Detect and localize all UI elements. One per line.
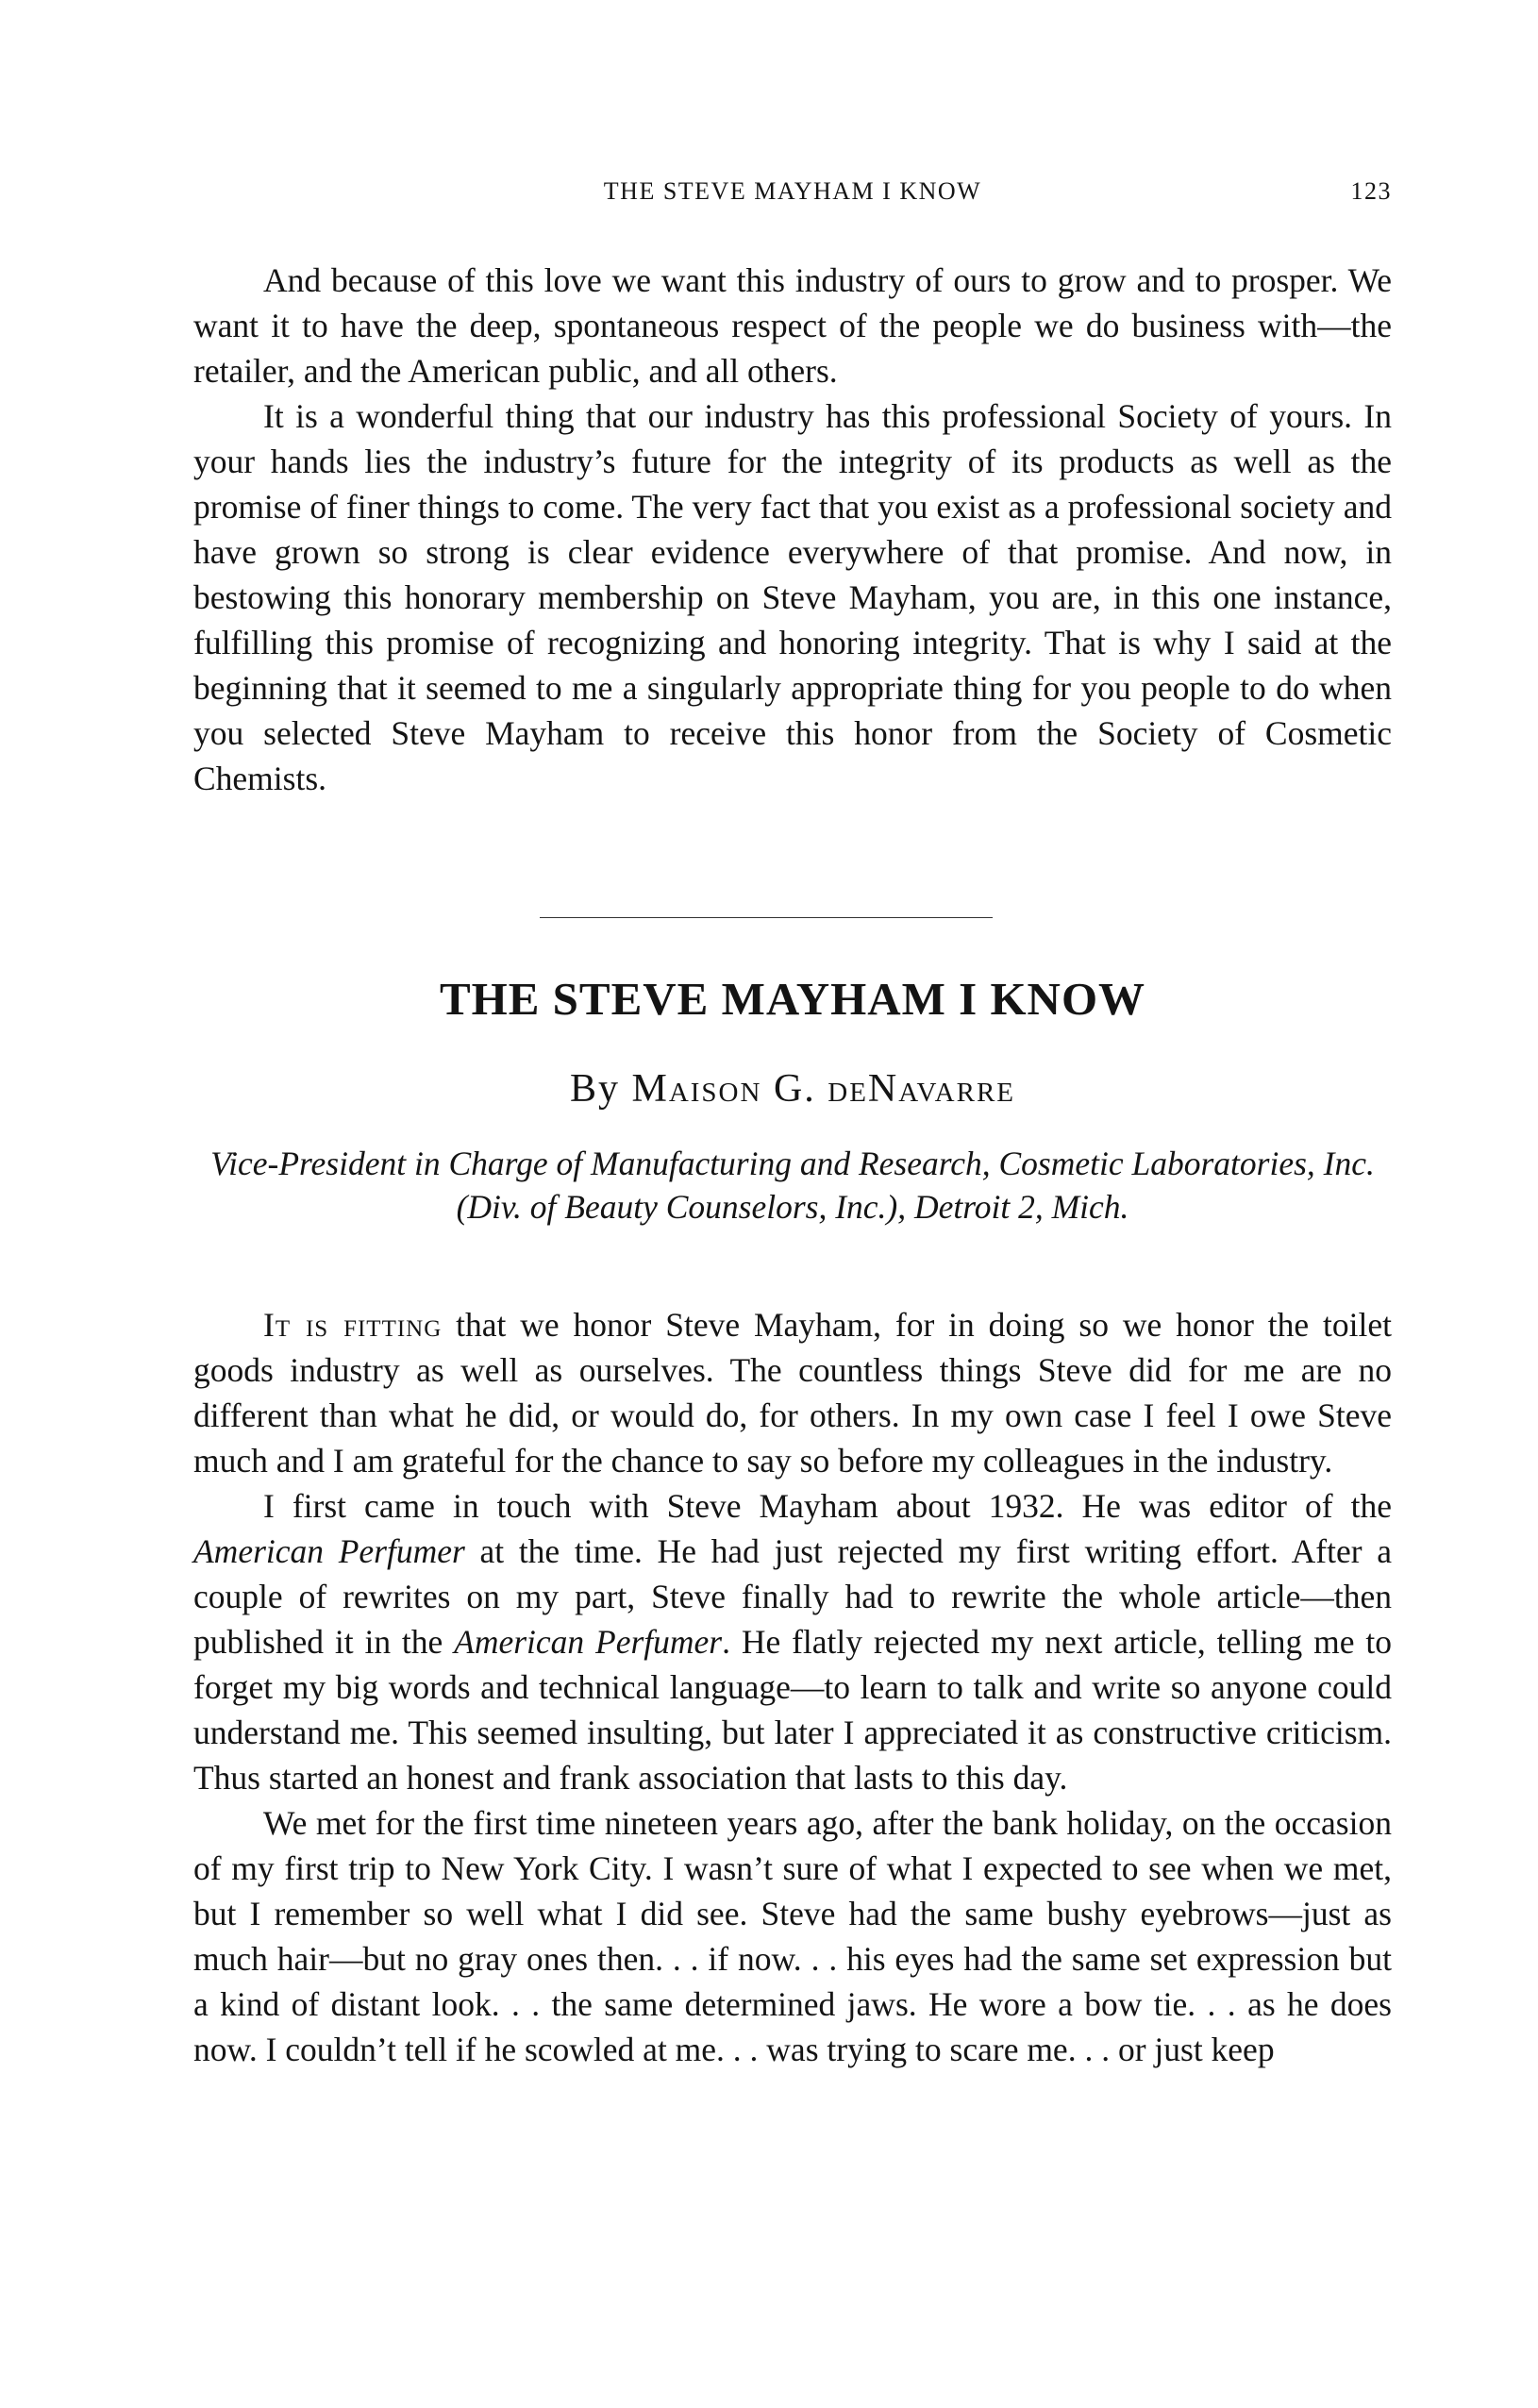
byline-prefix: By: [569, 1067, 620, 1111]
running-title: THE STEVE MAYHAM I KNOW: [603, 177, 982, 205]
paragraph: It is fitting that we honor Steve Mayham, for in doing so we honor the toilet goods industry as well as ourselves. The countless things Steve did for me are no different than what he did, or would do, for others. In my own case I feel I owe Steve much and I am grateful for the chance to say so before my colleagues in the industry.: [193, 1306, 1392, 1480]
publication-title: American Perfumer: [454, 1623, 723, 1661]
publication-title: American Perfumer: [193, 1532, 465, 1570]
article-body: [193, 1302, 1392, 2072]
section-divider: [540, 917, 993, 918]
continued-text: [193, 258, 1392, 801]
paragraph: I first came in touch with Steve Mayham about 1932. He was editor of the American Perfumer at the time. He had just rejected my first writing effort. After a couple of rewrites on my part, Steve finally had to rewrite the whole article—then published it in the American Perfumer. He flatly rejected my next article, telling me to forget my big words and technical language—to learn to talk and write so anyone could understand me. This seemed insulting, but later I appreciated it as constructive criticism. Thus started an honest and frank association that lasts to this day.: [193, 1487, 1392, 1797]
author-affiliation: Vice-President in Charge of Manufacturing and Research, Cosmetic Laboratories, Inc. (Div. of Beauty Counselors, Inc.), Detroit 2, Mich.: [210, 1145, 1375, 1226]
running-head: [193, 177, 1392, 215]
author-name: Maison G. deNavarre: [631, 1067, 1016, 1111]
lead-in: It is fitting: [263, 1306, 443, 1344]
article-title: THE STEVE MAYHAM I KNOW: [439, 973, 1146, 1025]
paragraph: It is a wonderful thing that our industry has this professional Society of yours. In your hands lies the industry’s future for the integrity of its products as well as the promise of finer things to come. The very fact that you exist as a professional society and have grown so strong is clear evidence everywhere of that promise. And now, in bestowing this honorary membership on Steve Mayham, you are, in this one instance, fulfilling this promise of recognizing and honoring integrity. That is why I said at the beginning that it seemed to me a singularly appropriate thing for you people to do when you selected Steve Mayham to receive this honor from the Society of Cosmetic Chemists.: [193, 397, 1392, 797]
page-number: 123: [1350, 177, 1392, 205]
paragraph: We met for the first time nineteen years ago, after the bank holiday, on the occasion of my first trip to New York City. I wasn’t sure of what I expected to see when we met, but I remember so well what I did see. Steve had the same bushy eyebrows—just as much hair—but no gray ones then. . . if now. . . his eyes had the same set expression but a kind of distant look. . . the same determined jaws. He wore a bow tie. . . as he does now. I couldn’t tell if he scowled at me. . . was trying to scare me. . . or just keep: [193, 1804, 1392, 2068]
byline: [193, 1066, 1392, 1112]
paragraph: And because of this love we want this industry of ours to grow and to prosper. We want it to have the deep, spontaneous respect of the people we do business with—the retailer, and the American public, and all others.: [193, 261, 1392, 390]
